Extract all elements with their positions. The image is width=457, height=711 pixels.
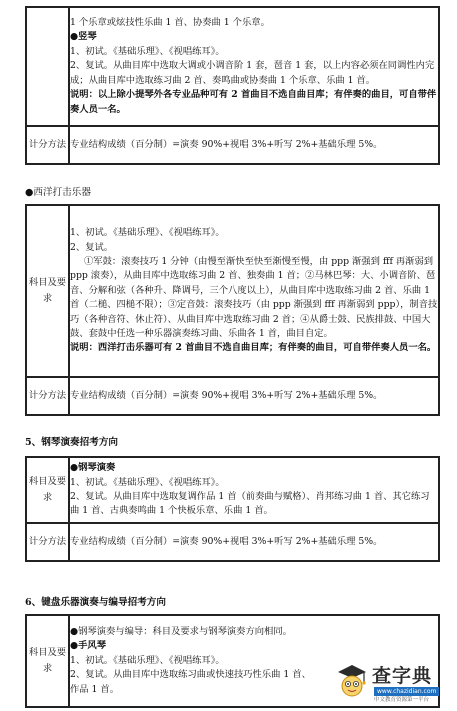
score-text: 专业结构成绩（百分制）=演奏 90%+视唱 3%+听写 2%+基础乐理 5%。 bbox=[69, 126, 439, 164]
req-line: 作品 1 首。 bbox=[70, 683, 120, 695]
score-text: 专业结构成绩（百分制）=演奏 90%+视唱 3%+听写 2%+基础乐理 5%。 bbox=[69, 377, 439, 415]
req-content-cell bbox=[69, 7, 439, 126]
req-line: 1、初试。《基础乐理》、《视唱练耳》。 bbox=[70, 227, 225, 239]
req-label-cell: 科目及要求 bbox=[26, 615, 69, 707]
section-heading-piano: 5、钢琴演奏招考方向 bbox=[25, 437, 119, 448]
watermark-title: 查字典 bbox=[372, 665, 433, 687]
requirements-table-strings bbox=[25, 6, 440, 165]
score-label-cell: 计分方法 bbox=[26, 523, 69, 561]
req-line: 1、初试。《基础乐理》、《视唱练耳》。 bbox=[70, 476, 225, 488]
section-heading-keyboard: 6、键盘乐器演奏与编导招考方向 bbox=[25, 597, 166, 608]
req-label-cell bbox=[26, 7, 69, 126]
score-label-cell: 计分方法 bbox=[26, 377, 69, 415]
mascot-icon bbox=[334, 662, 370, 702]
score-label-cell: 计分方法 bbox=[26, 126, 69, 164]
watermark-url: www.chazidian.com bbox=[374, 687, 439, 696]
req-line: 2、复试。从曲目库中选取大调或小调音阶 1 套，琶音 1 套，以上内容必须在同调性内完成；从曲目库中选取练习曲 2 首、奏鸣曲或协奏曲 1 个乐章、乐曲 1 首。 bbox=[70, 60, 435, 86]
req-label-cell: 科目及要求 bbox=[26, 205, 69, 377]
req-line-piano-heading: ●钢琴演奏 bbox=[70, 462, 116, 474]
req-line: 1、初试。《基础乐理》、《视唱练耳》。 bbox=[70, 654, 225, 666]
req-line-harp-heading: ●竖琴 bbox=[70, 31, 97, 43]
watermark-subtitle: 中文教育资源第一平台 bbox=[374, 697, 430, 703]
req-line: 1 个乐章或炫技性乐曲 1 首、协奏曲 1 个乐章。 bbox=[70, 17, 270, 29]
req-line: 2、复试。从曲目库中选取练习曲或快速技巧性乐曲 1 首、 bbox=[70, 669, 311, 681]
req-label-cell: 科目及要求 bbox=[26, 457, 69, 523]
section-heading-western-percussion: ●西洋打击乐器 bbox=[25, 187, 91, 198]
req-note: 说明：西洋打击乐器可有 2 首曲目不选自曲目库；有伴奏的曲目，可自带伴奏人员一名。 bbox=[70, 342, 437, 354]
watermark-logo bbox=[334, 660, 450, 706]
req-line: 2、复试。从曲目库中选取复调作品 1 首（前奏曲与赋格）、肖邦练习曲 1 首、其它练习曲 1 首、古典奏鸣曲 1 个快板乐章、乐曲 1 首。 bbox=[70, 491, 430, 517]
requirements-table-percussion bbox=[25, 204, 440, 416]
req-line: ●钢琴演奏与编导：科目及要求与钢琴演奏方向相同。 bbox=[70, 625, 292, 637]
requirements-table-piano bbox=[25, 456, 440, 562]
req-line: ①军鼓：滚奏技巧 1 分钟（由慢至渐快至快至渐慢至慢，由 ppp 渐强到 fff 再渐弱到 ppp 滚奏），从曲目库中选取练习曲 2 首、独奏曲 1 首；②马林巴琴：大、小调音阶、琶音、分解和弦（各种升、降调号，三个八度以上），从曲目库中选取练习曲 2 首、乐曲 1 首（二槌、四槌不限）；③定音鼓：滚奏技巧（由 ppp 渐强到 fff 再渐弱到 ppp），制音技巧（各种音符、休止符）、从曲目库中选取练习曲 2 首；④从爵士鼓、民族排鼓、中国大鼓、套鼓中任选一种乐器演奏练习曲、乐曲各 1 首，曲目自定。 bbox=[70, 255, 438, 340]
req-line: 2、复试。 bbox=[70, 241, 114, 253]
req-line: 1、初试。《基础乐理》、《视唱练耳》。 bbox=[70, 45, 225, 57]
req-content-cell bbox=[69, 457, 439, 523]
req-line-accordion-heading: ●手风琴 bbox=[70, 640, 107, 652]
req-note: 说明：以上除小提琴外各专业品种可有 2 首曲目不选自曲目库；有伴奏的曲目，可自带伴奏人员一名。 bbox=[70, 89, 437, 115]
req-content-cell bbox=[69, 205, 439, 377]
score-text: 专业结构成绩（百分制）=演奏 90%+视唱 3%+听写 2%+基础乐理 5%。 bbox=[69, 523, 439, 561]
